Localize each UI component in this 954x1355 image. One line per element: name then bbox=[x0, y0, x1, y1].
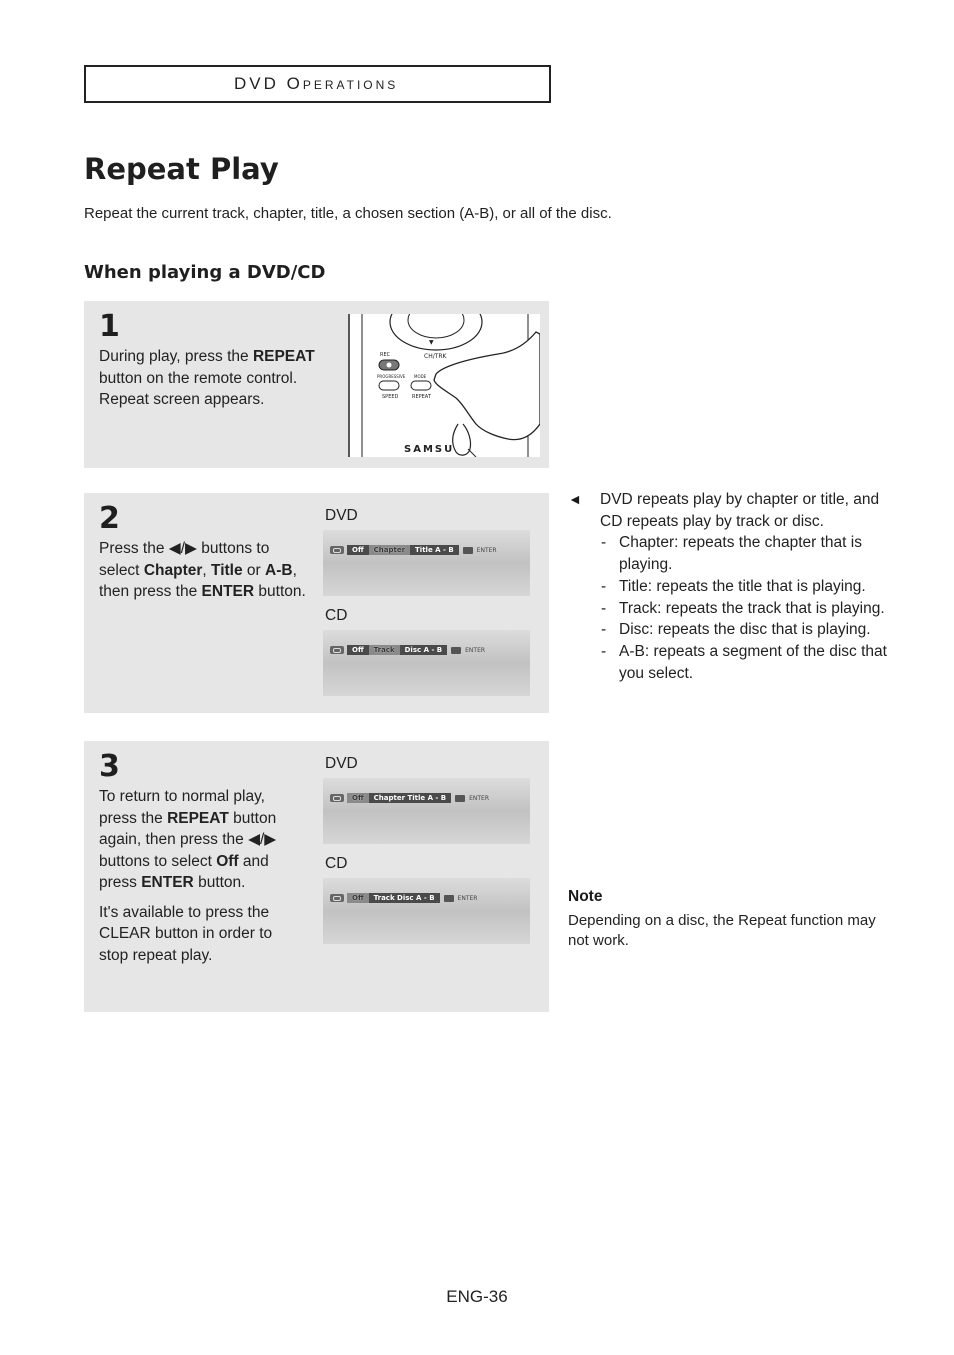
step-number: 2 bbox=[99, 501, 120, 536]
cd-label: CD bbox=[325, 607, 348, 624]
dvd-label: DVD bbox=[325, 507, 358, 524]
nav-arrows-icon bbox=[444, 895, 454, 902]
step-1-box bbox=[84, 301, 549, 468]
dvd-label: DVD bbox=[325, 755, 358, 772]
osd-track: Track bbox=[369, 645, 400, 655]
note-body: Depending on a disc, the Repeat function may not work. bbox=[568, 912, 876, 949]
subheading: When playing a DVD/CD bbox=[84, 262, 326, 283]
svg-text:SPEED: SPEED bbox=[382, 394, 399, 400]
svg-text:REC: REC bbox=[380, 352, 391, 358]
note-title: Note bbox=[568, 888, 603, 905]
osd-chapter: Chapter bbox=[369, 545, 410, 555]
step-number: 1 bbox=[99, 309, 120, 344]
dvd-repeat-screen bbox=[323, 530, 530, 596]
svg-text:MODE: MODE bbox=[414, 374, 427, 379]
repeat-mode-notes bbox=[568, 489, 898, 684]
page-number: ENG-36 bbox=[446, 1287, 508, 1306]
cd-label: CD bbox=[325, 855, 348, 872]
repeat-icon bbox=[330, 794, 344, 802]
cd-repeat-screen bbox=[323, 878, 530, 944]
enter-hint: ENTER bbox=[476, 546, 497, 554]
list-item: - A-B: repeats a segment of the disc that you select. bbox=[600, 641, 898, 684]
step-3-text: To return to normal play, press the REPEAT button again, then press the ◀/▶ buttons to select Off and press ENTER button. It's available to press the CLEAR button in order to stop repeat play. bbox=[99, 788, 277, 964]
svg-text:REPEAT: REPEAT bbox=[412, 394, 431, 400]
notes-lead: ◄ DVD repeats play by chapter or title, and CD repeats play by track or disc. bbox=[568, 491, 880, 530]
left-right-arrows-icon: ◀/▶ bbox=[168, 540, 197, 557]
nav-arrows-icon bbox=[455, 795, 465, 802]
enter-hint: ENTER bbox=[465, 646, 486, 654]
osd-off: Off bbox=[347, 893, 369, 903]
enter-hint: ENTER bbox=[457, 894, 478, 902]
osd-off: Off bbox=[347, 645, 369, 655]
list-item: - Disc: repeats the disc that is playing. bbox=[600, 619, 898, 641]
repeat-button-icon bbox=[411, 381, 431, 390]
dvd-repeat-screen bbox=[323, 778, 530, 844]
nav-arrows-icon bbox=[463, 547, 473, 554]
remote-control-illustration bbox=[348, 314, 540, 457]
list-item: - Track: repeats the track that is playing. bbox=[600, 598, 898, 620]
osd-options: Track Disc A - B bbox=[369, 893, 440, 903]
repeat-osd-bar bbox=[330, 793, 523, 803]
list-item: - Chapter: repeats the chapter that is playing. bbox=[600, 532, 898, 575]
repeat-osd-bar bbox=[330, 645, 523, 655]
repeat-mode-list bbox=[568, 532, 898, 684]
osd-off: Off bbox=[347, 545, 369, 555]
svg-text:▼: ▼ bbox=[429, 339, 434, 346]
left-right-arrows-icon: ◀/▶ bbox=[248, 831, 277, 848]
osd-disc-ab: Disc A - B bbox=[400, 645, 448, 655]
repeat-icon bbox=[330, 894, 344, 902]
intro-text: Repeat the current track, chapter, title, a chosen section (A-B), or all of the disc. bbox=[84, 205, 612, 222]
cd-repeat-screen bbox=[323, 630, 530, 696]
osd-title-ab: Title A - B bbox=[410, 545, 459, 555]
svg-text:PROGRESSIVE: PROGRESSIVE bbox=[377, 374, 406, 379]
repeat-icon bbox=[330, 646, 344, 654]
svg-text:SAMSU: SAMSU bbox=[404, 444, 455, 455]
speed-button-icon bbox=[379, 381, 399, 390]
step-2-box bbox=[84, 493, 549, 713]
repeat-button-name: REPEAT bbox=[252, 348, 315, 365]
repeat-osd-bar bbox=[330, 893, 523, 903]
pointer-arrow-icon: ◄ bbox=[568, 491, 582, 507]
page-title: Repeat Play bbox=[84, 152, 279, 186]
step-2-text: Press the ◀/▶ buttons to select Chapter, Title or A-B, then press the ENTER button. bbox=[99, 540, 306, 600]
section-title: DVD Operations bbox=[234, 74, 399, 93]
list-item: - Title: repeats the title that is playing. bbox=[600, 576, 898, 598]
step-3-box bbox=[84, 741, 549, 1012]
nav-arrows-icon bbox=[451, 647, 461, 654]
repeat-icon bbox=[330, 546, 344, 554]
svg-text:CH/TRK: CH/TRK bbox=[424, 353, 447, 360]
step-number: 3 bbox=[99, 749, 120, 784]
osd-off: Off bbox=[347, 793, 369, 803]
repeat-osd-bar bbox=[330, 545, 523, 555]
osd-options: Chapter Title A - B bbox=[369, 793, 451, 803]
section-header bbox=[84, 65, 551, 103]
step-1-text: During play, press the REPEAT button on the remote control. Repeat screen appears. bbox=[99, 348, 315, 408]
enter-hint: ENTER bbox=[469, 794, 490, 802]
